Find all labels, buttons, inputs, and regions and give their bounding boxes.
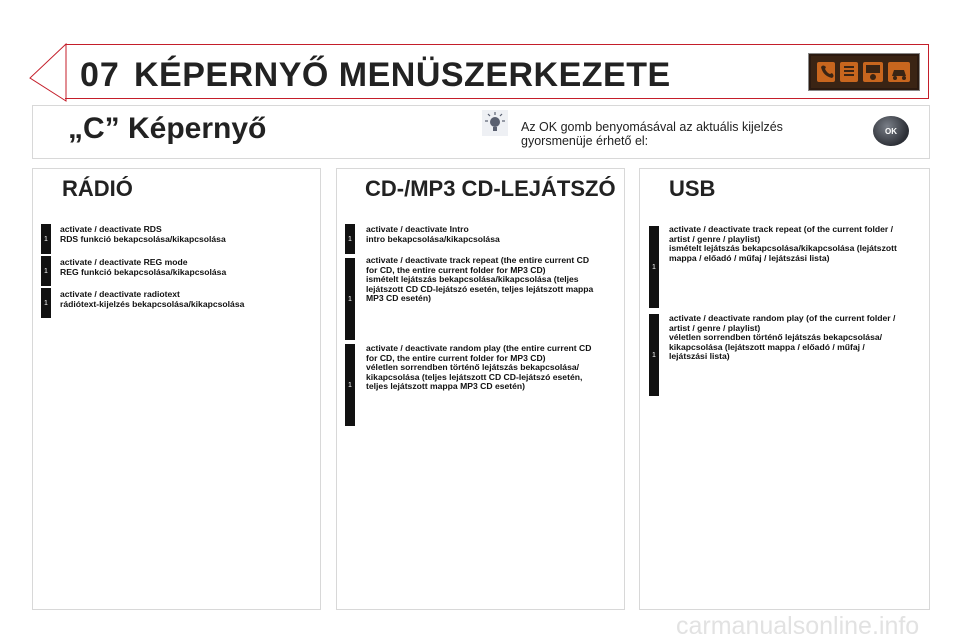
radio-item-2[interactable] [60,258,315,277]
radio-item-3-number: 1 [41,288,51,318]
usb-panel-title: USB [669,176,716,201]
cd-item-2-line-5: MP3 CD esetén) [366,293,431,304]
radio-item-1-hu: RDS funkció bekapcsolása/kikapcsolása [60,233,226,244]
cd-item-2-line-4: lejátszott CD CD-lejátszó esetén, teljes lejátszott mappa [366,283,594,294]
cd-item-2-line-3: ismételt lejátszás bekapcsolása/kikapcsolása (teljes [366,274,579,285]
function-icons-strip [808,53,920,91]
cd-item-3-line-3: véletlen sorrendben történő lejátszás bekapcsolása/ [366,362,580,373]
cd-panel-title: CD-/MP3 CD-LEJÁTSZÓ [365,176,616,201]
usb-item-1-number: 1 [649,226,659,308]
radio-item-1-number: 1 [41,224,51,254]
radio-item-2-en: activate / deactivate REG mode [60,257,188,267]
cd-item-3-line-2: for CD, the entire current folder for MP3 CD) [366,352,546,363]
hint-line-1: Az OK gomb benyomásával az aktuális kijelzés [521,120,783,134]
radio-item-3-en: activate / deactivate radiotext [60,289,180,299]
cd-item-2[interactable] [366,256,622,304]
watermark: carmanualsonline.info [676,612,920,640]
cd-item-2-line-2: for CD, the entire current folder for MP3 CD) [366,264,546,275]
cd-item-3[interactable] [366,344,622,392]
section-title: „C” Képernyő [68,112,267,145]
radio-item-1[interactable] [60,225,315,244]
hint-line-2: gyorsmenüje érhető el: [521,134,649,148]
usb-item-2-line-4: kikapcsolása (lejátszott mappa / előadó / műfaj / [669,341,865,352]
cd-item-1-line-1: activate / deactivate Intro [366,224,469,234]
usb-item-2-line-3: véletlen sorrendben történő lejátszás bekapcsolása/ [669,332,883,343]
phone-icon [817,62,835,82]
cd-item-3-line-1: activate / deactivate random play (the entire current CD [366,343,592,353]
header-rule-top [65,44,929,45]
usb-item-1-line-3: ismételt lejátszás bekapcsolása/kikapcsolása (lejátszott [669,243,897,254]
ok-hint-text [521,120,821,148]
radio-item-1-en: activate / deactivate RDS [60,224,162,234]
cd-item-1-number: 1 [345,224,355,254]
radio-item-3[interactable] [60,290,315,309]
usb-item-2-line-2: artist / genre / playlist) [669,322,761,333]
ok-button[interactable]: OK [873,116,909,146]
cd-item-3-number: 1 [345,344,355,426]
radio-panel-title: RÁDIÓ [62,176,133,201]
page-title: KÉPERNYŐ MENÜSZERKEZETE [134,56,671,94]
usb-item-2-line-5: lejátszási lista) [669,351,730,362]
usb-item-1[interactable] [669,225,928,263]
usb-item-2-number: 1 [649,314,659,396]
cd-item-3-line-5: teljes lejátszott mappa MP3 CD esetén) [366,381,526,392]
radio-item-2-number: 1 [41,256,51,286]
cd-item-1[interactable] [366,225,622,244]
media-icon [863,62,883,82]
cd-item-3-line-4: kikapcsolása (teljes lejátszott CD CD-lejátszó esetén, [366,371,583,382]
header-rule-right [928,44,929,99]
usb-item-2[interactable] [669,314,928,362]
radio-item-2-hu: REG funkció bekapcsolása/kikapcsolása [60,266,227,277]
radio-item-3-hu: rádiótext-kijelzés bekapcsolása/kikapcsolása [60,298,245,309]
usb-item-1-line-2: artist / genre / playlist) [669,233,761,244]
cd-item-2-line-1: activate / deactivate track repeat (the entire current CD [366,255,590,265]
usb-item-1-line-4: mappa / előadó / műfaj / lejátszási lista) [669,252,830,263]
cd-item-1-line-2: intro bekapcsolása/kikapcsolása [366,233,500,244]
chapter-number: 07 [80,56,120,94]
cd-item-2-number: 1 [345,258,355,340]
usb-item-1-line-1: activate / deactivate track repeat (of the current folder / [669,224,893,234]
document-icon [840,62,858,82]
header-rule-bottom [65,98,929,99]
car-icon [888,62,910,82]
lightbulb-icon [482,110,508,136]
usb-item-2-line-1: activate / deactivate random play (of the current folder / [669,313,896,323]
